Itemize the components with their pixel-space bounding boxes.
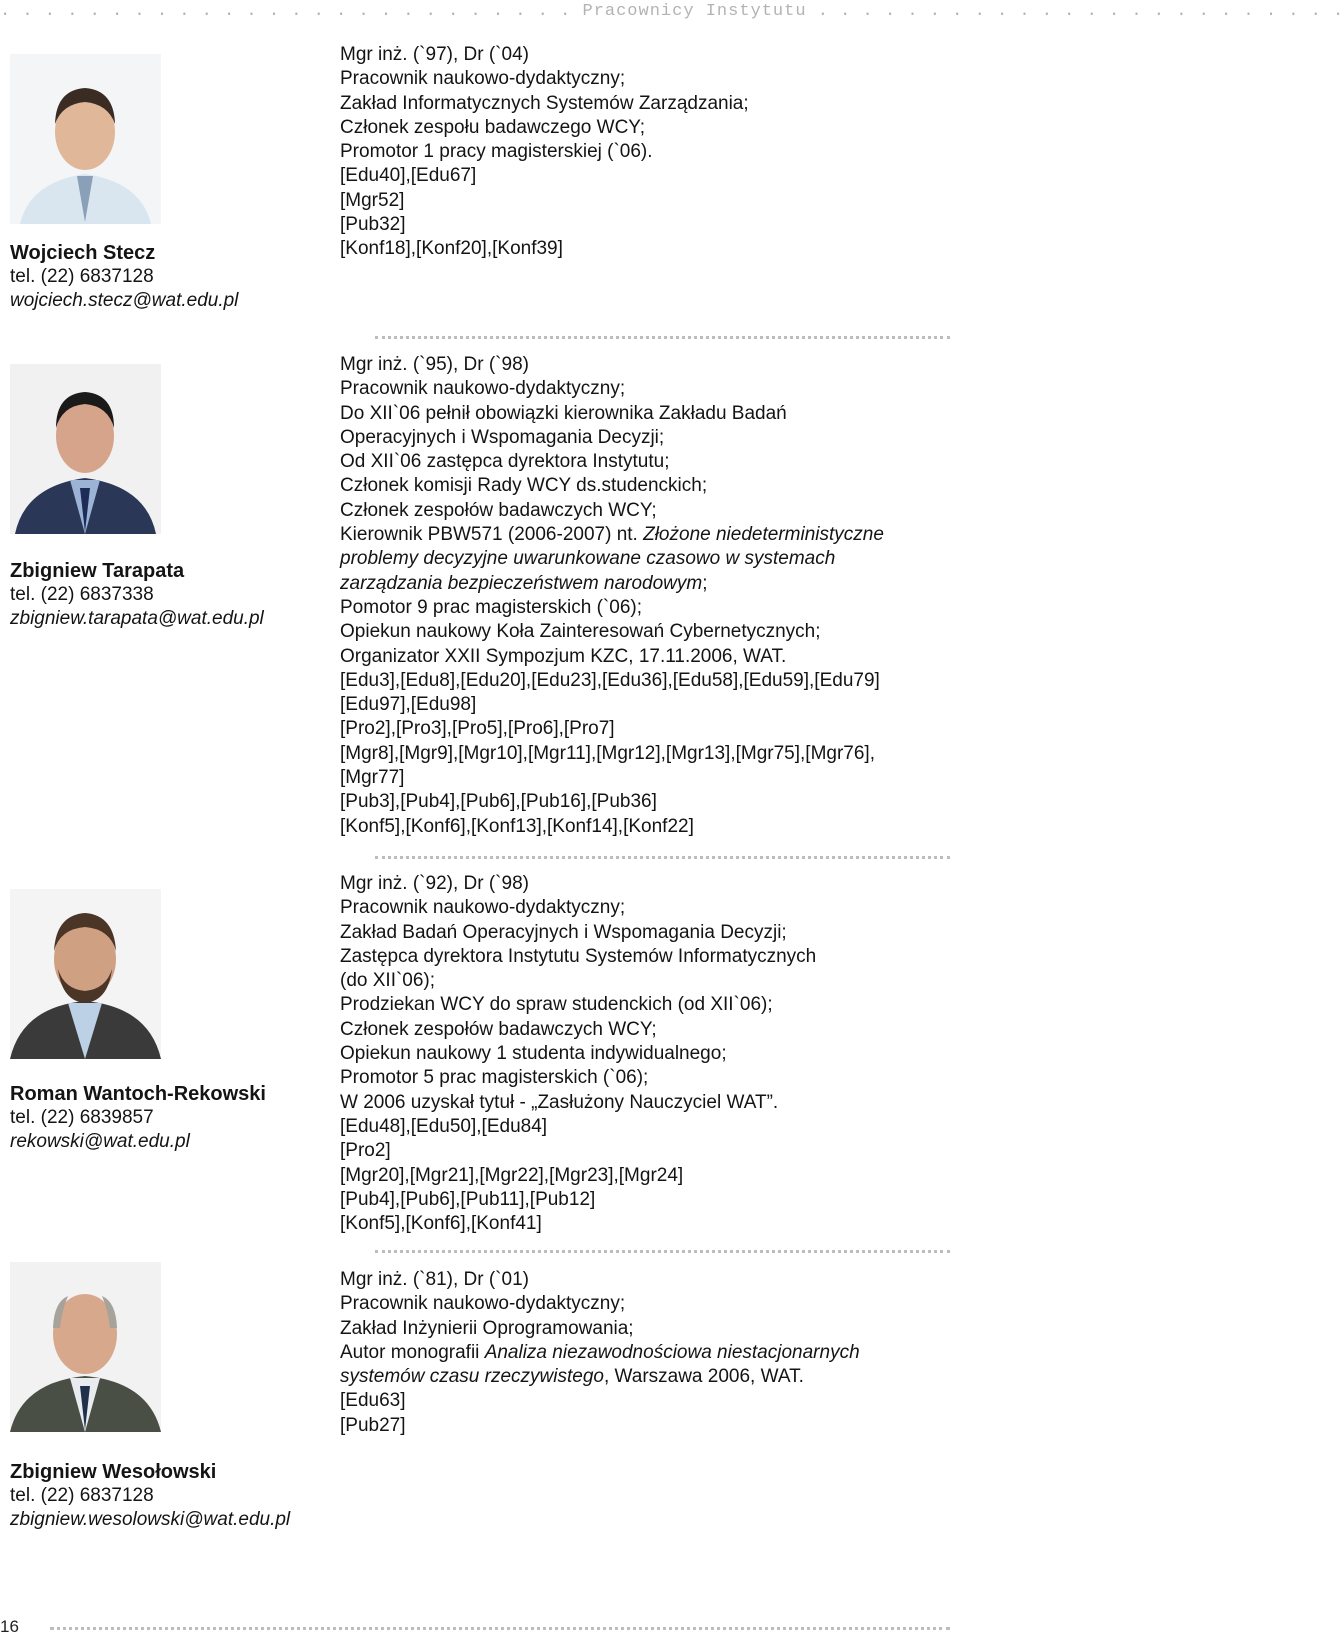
bio-wojciech-stecz — [340, 43, 950, 262]
bio-zbigniew-tarapata — [340, 353, 950, 839]
bio-line: Mgr inż. (`95), Dr (`98) — [340, 354, 529, 375]
bio-line: Prodziekan WCY do spraw studenckich (od XII`06); — [340, 994, 773, 1016]
bio-ref-line: [Edu3],[Edu8],[Edu20],[Edu23],[Edu36],[Edu58],[Edu59],[Edu79] — [340, 669, 880, 691]
person-name: Roman Wantoch-Rekowski — [10, 1083, 266, 1105]
bio-line: Członek komisji Rady WCY ds.studenckich; — [340, 475, 708, 497]
bio-line — [340, 1341, 950, 1365]
bio-roman-wantoch-rekowski — [340, 872, 950, 1236]
section-divider — [375, 856, 950, 859]
portrait-icon — [10, 1262, 161, 1432]
bio-ref-line: [Edu40],[Edu67] — [340, 165, 477, 187]
bio-ref-line: [Edu97],[Edu98] — [340, 694, 477, 716]
section-divider — [375, 1250, 950, 1253]
bio-ref-line: [Konf5],[Konf6],[Konf41] — [340, 1213, 542, 1235]
bio-text: ; — [702, 572, 708, 594]
header-title: Pracownicy Instytutu — [582, 2, 807, 21]
bio-ref-line: [Pro2],[Pro3],[Pro5],[Pro6],[Pro7] — [340, 718, 615, 740]
bio-line: Od XII`06 zastępca dyrektora Instytutu; — [340, 451, 670, 473]
bio-title-italic: Analiza niezawodnościowa niestacjonarnych — [484, 1341, 860, 1363]
bio-line: Mgr inż. (`81), Dr (`01) — [340, 1269, 529, 1290]
bio-line: Zastępca dyrektora Instytutu Systemów Informatycznych — [340, 945, 817, 967]
bio-ref-line: [Pub4],[Pub6],[Pub11],[Pub12] — [340, 1188, 596, 1210]
person-tel: tel. (22) 6837128 — [10, 266, 154, 287]
header-dots-left: . . . . . . . . . . . . . . . . . . . . . . . . . . — [0, 2, 583, 21]
person-tel: tel. (22) 6839857 — [10, 1107, 154, 1128]
bio-line — [340, 547, 950, 571]
bio-ref-line: [Mgr8],[Mgr9],[Mgr10],[Mgr11],[Mgr12],[Mgr13],[Mgr75],[Mgr76], — [340, 742, 875, 764]
photo-roman-wantoch-rekowski — [10, 889, 161, 1059]
bio-line: Operacyjnych i Wspomagania Decyzji; — [340, 426, 665, 448]
bio-line: Zakład Badań Operacyjnych i Wspomagania Decyzji; — [340, 921, 787, 943]
person-email[interactable]: zbigniew.wesolowski@wat.edu.pl — [10, 1509, 291, 1530]
bio-line: Pomotor 9 prac magisterskich (`06); — [340, 596, 642, 618]
bio-line: Opiekun naukowy Koła Zainteresowań Cybernetycznych; — [340, 621, 821, 643]
portrait-icon — [10, 889, 161, 1059]
bio-line: Pracownik naukowo-dydaktyczny; — [340, 897, 626, 919]
bio-zbigniew-wesolowski — [340, 1268, 950, 1438]
page-header — [0, 0, 1344, 24]
bio-ref-line: [Konf18],[Konf20],[Konf39] — [340, 238, 563, 260]
bio-line: Członek zespołów badawczych WCY; — [340, 499, 657, 521]
bio-line — [340, 572, 950, 596]
bio-line: Pracownik naukowo-dydaktyczny; — [340, 68, 626, 90]
bio-line: Zakład Inżynierii Oprogramowania; — [340, 1317, 634, 1339]
footer-divider — [50, 1627, 950, 1630]
person-email[interactable]: rekowski@wat.edu.pl — [10, 1131, 190, 1152]
bio-title-italic: problemy decyzyjne uwarunkowane czasowo w systemach — [340, 548, 836, 570]
bio-line: Pracownik naukowo-dydaktyczny; — [340, 378, 626, 400]
bio-text: Kierownik PBW571 (2006-2007) nt. — [340, 524, 644, 546]
bio-line: Do XII`06 pełnił obowiązki kierownika Zakładu Badań — [340, 402, 787, 424]
person-name: Zbigniew Tarapata — [10, 560, 185, 582]
header-dots-right: . . . . . . . . . . . . . . . . . . . . . . . . — [806, 2, 1344, 21]
bio-text: Autor monografii — [340, 1341, 485, 1363]
photo-zbigniew-tarapata — [10, 364, 161, 534]
bio-text: , Warszawa 2006, WAT. — [603, 1366, 804, 1388]
bio-line: Mgr inż. (`97), Dr (`04) — [340, 44, 529, 65]
bio-ref-line: [Pub32] — [340, 214, 406, 236]
bio-line: Pracownik naukowo-dydaktyczny; — [340, 1293, 626, 1315]
bio-line: Organizator XXII Sympozjum KZC, 17.11.2006, WAT. — [340, 645, 787, 667]
bio-ref-line: [Pub27] — [340, 1414, 406, 1436]
person-name: Wojciech Stecz — [10, 242, 156, 264]
section-divider — [375, 336, 950, 339]
bio-line: Zakład Informatycznych Systemów Zarządzania; — [340, 92, 749, 114]
bio-line: W 2006 uzyskał tytuł - „Zasłużony Nauczyciel WAT”. — [340, 1091, 779, 1113]
page-number: 16 — [0, 1617, 19, 1636]
bio-line: (do XII`06); — [340, 970, 436, 992]
bio-title-italic: zarządzania bezpieczeństwem narodowym — [340, 572, 703, 594]
photo-wojciech-stecz — [10, 54, 161, 224]
bio-ref-line: [Mgr77] — [340, 767, 405, 789]
bio-line: Promotor 5 prac magisterskich (`06); — [340, 1067, 649, 1089]
bio-line: Mgr inż. (`92), Dr (`98) — [340, 873, 529, 894]
bio-ref-line: [Pub3],[Pub4],[Pub6],[Pub16],[Pub36] — [340, 791, 657, 813]
bio-title-italic: systemów czasu rzeczywistego — [340, 1366, 604, 1388]
bio-line — [340, 1365, 950, 1389]
person-email[interactable]: zbigniew.tarapata@wat.edu.pl — [10, 608, 264, 629]
portrait-icon — [10, 364, 161, 534]
bio-line — [340, 523, 950, 547]
portrait-icon — [10, 54, 161, 224]
photo-zbigniew-wesolowski — [10, 1262, 161, 1432]
bio-line: Opiekun naukowy 1 studenta indywidualnego; — [340, 1043, 727, 1065]
bio-ref-line: [Konf5],[Konf6],[Konf13],[Konf14],[Konf22] — [340, 815, 694, 837]
bio-ref-line: [Edu63] — [340, 1390, 406, 1412]
bio-ref-line: [Mgr20],[Mgr21],[Mgr22],[Mgr23],[Mgr24] — [340, 1164, 684, 1186]
bio-ref-line: [Edu48],[Edu50],[Edu84] — [340, 1115, 548, 1137]
bio-line: Promotor 1 pracy magisterskiej (`06). — [340, 141, 653, 163]
person-email[interactable]: wojciech.stecz@wat.edu.pl — [10, 290, 239, 311]
person-tel: tel. (22) 6837128 — [10, 1485, 154, 1506]
bio-title-italic: Złożone niedeterministyczne — [643, 524, 884, 546]
bio-ref-line: [Mgr52] — [340, 189, 405, 211]
person-tel: tel. (22) 6837338 — [10, 584, 154, 605]
bio-line: Członek zespołu badawczego WCY; — [340, 116, 646, 138]
bio-ref-line: [Pro2] — [340, 1140, 391, 1162]
bio-line: Członek zespołów badawczych WCY; — [340, 1018, 657, 1040]
person-name: Zbigniew Wesołowski — [10, 1461, 217, 1483]
